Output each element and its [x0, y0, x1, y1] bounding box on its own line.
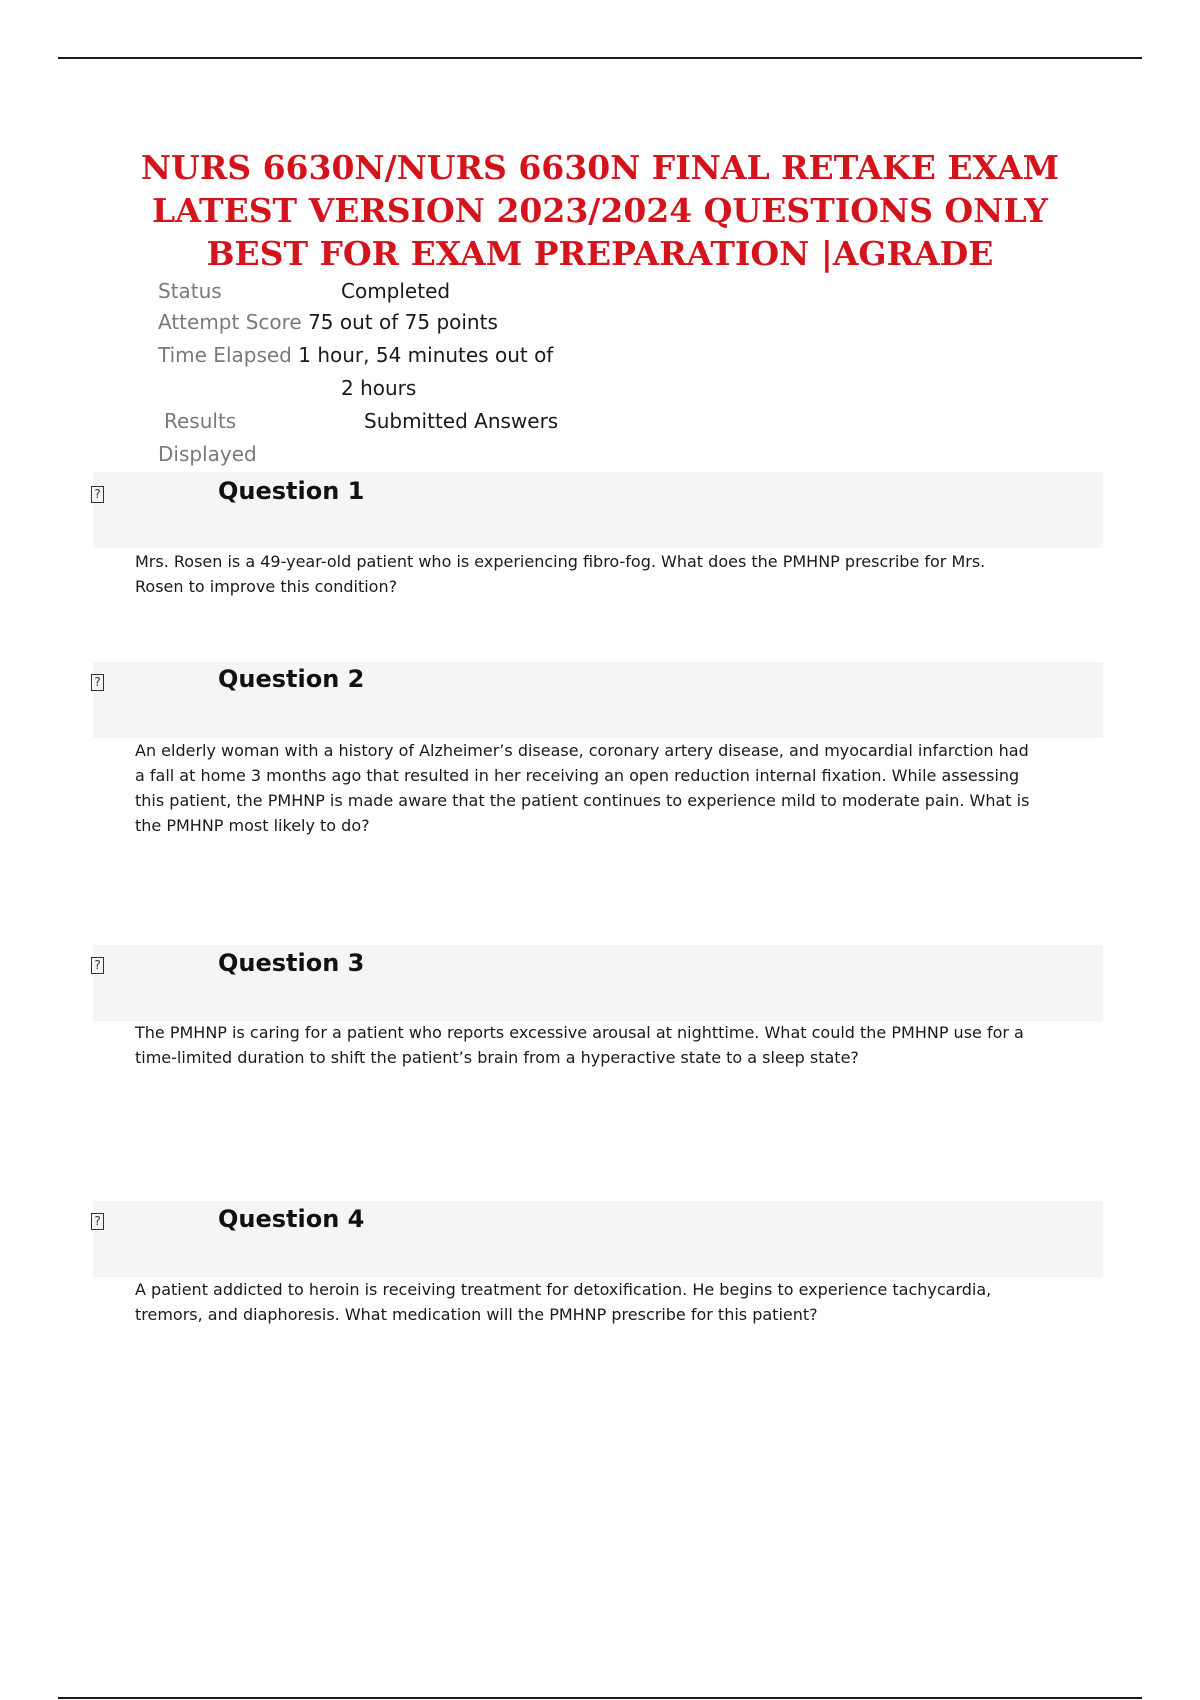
score-value: 75 out of 75 points	[308, 310, 498, 334]
top-rule	[58, 57, 1142, 59]
broken-image-icon: ?	[91, 486, 104, 503]
time-value-cont-wrap	[341, 375, 416, 401]
broken-image-icon: ?	[91, 1213, 104, 1230]
score-row	[158, 309, 498, 335]
results-value-wrap	[364, 408, 558, 434]
time-row	[158, 342, 553, 368]
broken-image-icon: ?	[91, 957, 104, 974]
question-text: An elderly woman with a history of Alzheimer’s disease, coronary artery disease, and myocardial infarction had a fall at home 3 months ago that resulted in her receiving an open reduction internal fixation. While assessing this patient, the PMHNP is made aware that the patient continues to experience mild to moderate pain. What is the PMHNP most likely to do?	[135, 741, 1030, 835]
question-label: Question 4	[218, 1205, 365, 1233]
status-value-wrap	[341, 278, 450, 304]
status-value: Completed	[341, 279, 451, 303]
status-row	[158, 278, 222, 304]
question-text: A patient addicted to heroin is receiving treatment for detoxification. He begins to experience tachycardia, tremors, and diaphoresis. What medication will the PMHNP prescribe for this patient?	[135, 1280, 992, 1324]
score-label: Attempt Score	[158, 310, 302, 334]
results-label: Results	[164, 409, 237, 433]
results-label-wrap	[164, 408, 236, 434]
question-label: Question 2	[218, 665, 365, 693]
question-text: The PMHNP is caring for a patient who reports excessive arousal at nighttime. What could the PMHNP use for a time-limited duration to shift the patient’s brain from a hyperactive state to a sleep state?	[135, 1023, 1024, 1067]
results-label-cont-wrap	[158, 441, 257, 467]
time-value: 1 hour, 54 minutes out of	[298, 343, 554, 367]
results-label-cont: Displayed	[158, 442, 257, 466]
results-value: Submitted Answers	[364, 409, 559, 433]
bottom-rule	[58, 1697, 1142, 1699]
status-label: Status	[158, 279, 222, 303]
question-text: Mrs. Rosen is a 49-year-old patient who is experiencing fibro-fog. What does the PMHNP prescribe for Mrs. Rosen to improve this condition?	[135, 552, 986, 596]
time-label: Time Elapsed	[158, 343, 292, 367]
broken-image-icon: ?	[91, 674, 104, 691]
document-title: NURS 6630N/NURS 6630N FINAL RETAKE EXAM LATEST VERSION 2023/2024 QUESTIONS ONLY BEST FOR EXAM PREPARATION |AGRADE	[140, 148, 1060, 273]
time-value-cont: 2 hours	[341, 376, 417, 400]
question-label: Question 1	[218, 477, 365, 505]
question-label: Question 3	[218, 949, 365, 977]
